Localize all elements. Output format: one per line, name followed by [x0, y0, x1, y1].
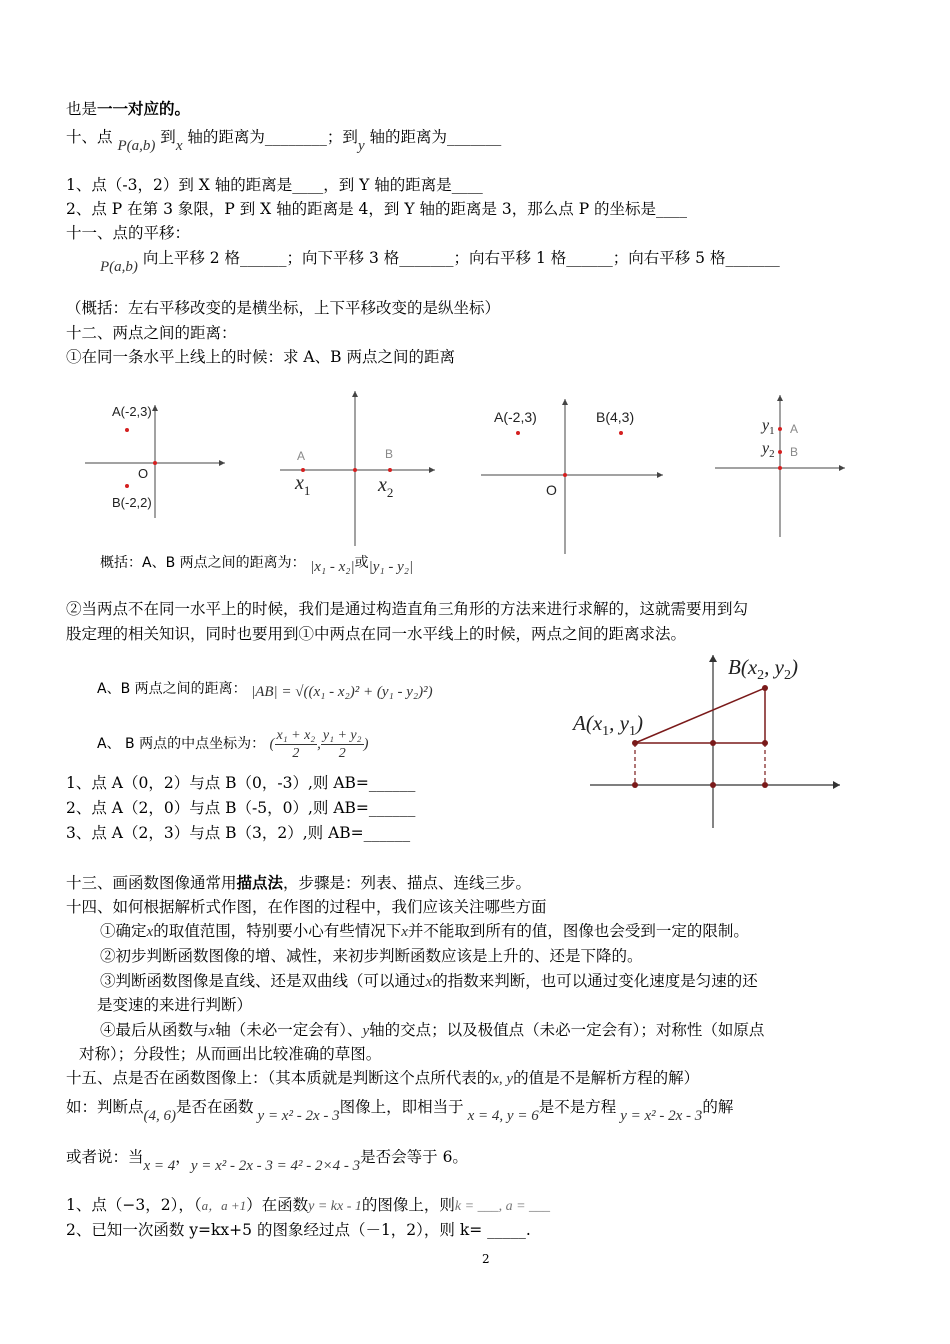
section-14-item-4: ④最后从函数与x轴（未必一定会有）、y轴的交点；以及极值点（未必一定会有）；对称性（如原点: [100, 1021, 765, 1039]
origin-point: [563, 473, 567, 477]
point-b: [125, 484, 129, 488]
point-b: [619, 431, 623, 435]
exercise-12-2: 2、点 A（2，0）与点 B（-5，0）,则 AB=______: [66, 799, 416, 817]
figure-same-height-points: [478, 396, 668, 556]
section-14-item-1: ①确定x的取值范围，特别要小心有些情况下x并不能取到所有的值，图像也会受到一定的限制。: [100, 922, 749, 940]
origin-point: [153, 461, 157, 465]
translation-summary: （概括：左右平移改变的是横坐标，上下平移改变的是纵坐标）: [66, 299, 501, 317]
section-10-title: 十、点 P(a,b) 到x 轴的距离为________；到y 轴的距离为_______: [66, 128, 502, 154]
line-0: 也是一一对应的。: [66, 99, 191, 118]
point-b: [388, 468, 392, 472]
label-a: $A(x_1$, $y_1$): [573, 711, 643, 739]
origin-point: [710, 782, 716, 788]
axis-point: [710, 740, 716, 746]
section-14-title: 十四、如何根据解析式作图，在作图的过程中，我们应该关注哪些方面: [66, 898, 547, 916]
exercise-15-2: 2、已知一次函数 y=kx+5 的图象经过点（－1，2），则 k= _____.: [66, 1221, 531, 1239]
point-b: [778, 450, 782, 454]
section-12-title: 十二、两点之间的距离：: [66, 324, 237, 342]
exercise-12-1: 1、点 A（0，2）与点 B（0，-3）,则 AB=______: [66, 774, 416, 792]
point-b: [762, 685, 768, 691]
right-angle-point: [762, 740, 768, 746]
section-14-item-3-cont: 是变速的来进行判断）: [97, 996, 253, 1014]
label-b: B(4,3): [596, 409, 635, 425]
label-b: B: [790, 445, 799, 459]
exercise-12-3: 3、点 A（2，3）与点 B（3，2）,则 AB=______: [66, 824, 411, 842]
midpoint-x-fraction: $\frac{\text{x₁ + x₂}}{2}$: [276, 727, 316, 761]
label-a: A: [297, 449, 306, 463]
section-12-item-2-line2: 股定理的相关知识，同时也要用到①中两点在同一水平线上的时候，两点之间的距离求法。: [66, 625, 687, 643]
midpoint-formula: A、 B 两点的中点坐标为： ( $\frac{\text{x₁ + x₂}}{2}$ , $\frac{\text{y₁ + y₂}}{2}$ ): [97, 727, 369, 761]
label-x1: $x_1$: [295, 472, 311, 498]
midpoint-y-fraction: $\frac{\text{y₁ + y₂}}{2}$: [322, 727, 362, 761]
figure-horizontal-points: [275, 388, 440, 548]
label-a: A(-2,3): [112, 404, 152, 419]
label-o: O: [138, 466, 149, 481]
label-b: B(-2,2): [112, 495, 152, 510]
distance-summary: 概括：A、B 两点之间的距离为： |x₁ - x₂|或|y₁ - y₂|: [100, 555, 414, 575]
exercise-10-2: 2、点 P 在第 3 象限，P 到 X 轴的距离是 4，到 Y 轴的距离是 3，那么点 P 的坐标是____: [66, 200, 688, 218]
point-a: [632, 740, 638, 746]
section-13: 十三、画函数图像通常用描点法，步骤是：列表、描点、连线三步。: [66, 873, 532, 892]
section-14-item-4-cont: 对称）；分段性；从而画出比较准确的草图。: [79, 1045, 382, 1063]
translation-line: P(a,b) 向上平移 2 格______；向下平移 3 格_______；向右平移 1 格______；向右平移 5 格_______: [100, 249, 780, 275]
foot-a: [632, 782, 638, 788]
origin-point: [353, 468, 357, 472]
figure-vertical-points: [80, 400, 235, 520]
section-12-item-2-line1: ②当两点不在同一水平上的时候，我们是通过构造直角三角形的方法来进行求解的，这就需要用到勾: [66, 600, 749, 618]
label-y2: $y_2$: [762, 440, 775, 460]
figure-same-x-points: [710, 392, 850, 542]
label-b: $B(x_2$, $y_2$): [728, 655, 798, 683]
origin-point: [778, 466, 782, 470]
label-a: A(-2,3): [494, 409, 537, 425]
figure-right-triangle: [565, 650, 845, 830]
foot-b: [762, 782, 768, 788]
section-14-item-3: ③判断函数图像是直线、还是双曲线（可以通过x的指数来判断，也可以通过变化速度是匀速的还: [100, 972, 758, 990]
section-15-example: 如：判断点(4, 6)是否在函数 y = x² - 2x - 3图像上，即相当于 x = 4, y = 6是不是方程 y = x² - 2x - 3的解: [66, 1098, 734, 1124]
point-a: [516, 431, 520, 435]
section-15-title: 十五、点是否在函数图像上：（其本质就是判断这个点所代表的x, y的值是不是解析方程的解）: [66, 1069, 700, 1087]
label-y1: $y_1$: [762, 417, 775, 437]
section-14-item-2: ②初步判断函数图像的增、减性，来初步判断函数应该是上升的、还是下降的。: [100, 947, 643, 965]
label-o: O: [546, 482, 557, 498]
label-b: B: [385, 447, 394, 461]
label-x2: $x_2$: [378, 474, 394, 500]
exercise-10-1: 1、点（-3，2）到 X 轴的距离是____，到 Y 轴的距离是____: [66, 176, 483, 194]
point-a: [778, 427, 782, 431]
section-11-title: 十一、点的平移：: [66, 224, 191, 242]
section-15-example-cont: 或者说：当x = 4，y = x² - 2x - 3 = 4² - 2×4 - 3是否会等于 6。: [66, 1148, 468, 1174]
point-a: [125, 428, 129, 432]
distance-formula: A、B 两点之间的距离： |AB| = √((x₁ - x₂)² + (y₁ - y₂)²): [97, 681, 433, 700]
page-number: 2: [482, 1252, 490, 1266]
label-a: A: [790, 422, 799, 436]
exercise-15-1: 1、点（−3，2），（a，a +1）在函数y = kx - 1的图像上，则k = ___, a = ___: [66, 1196, 551, 1214]
section-12-item-1: ①在同一条水平上线上的时候：求 A、B 两点之间的距离: [66, 348, 455, 366]
